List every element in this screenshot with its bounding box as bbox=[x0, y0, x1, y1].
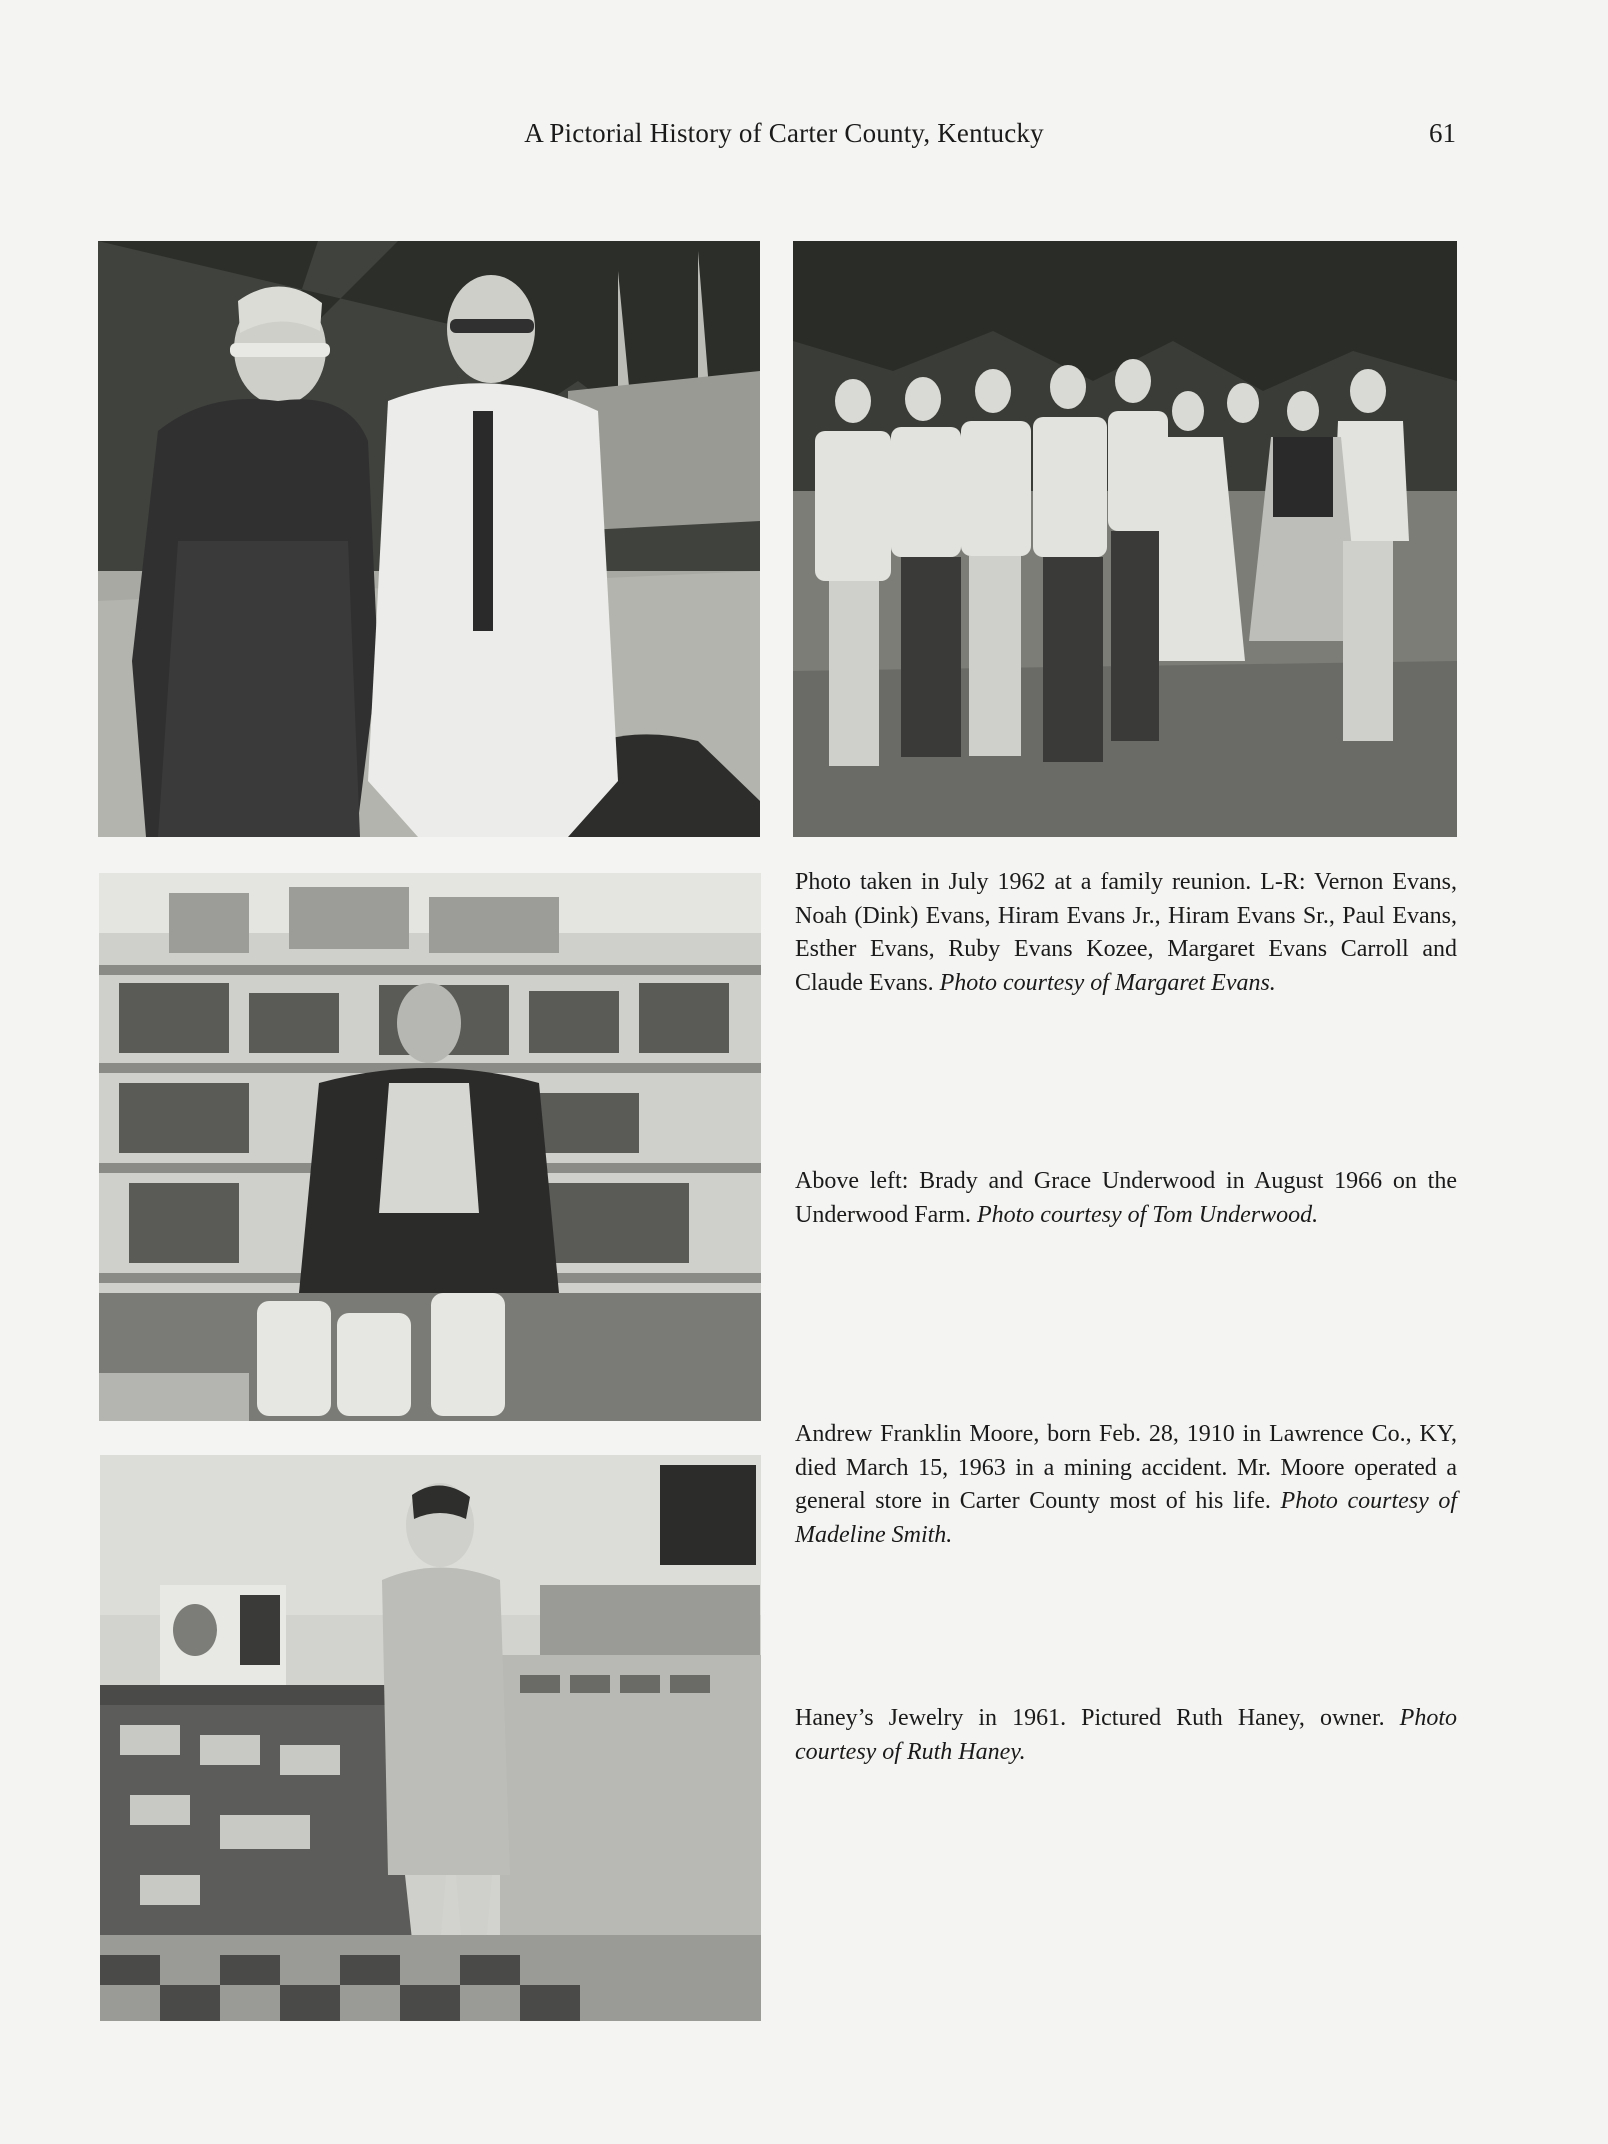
photo-family-reunion bbox=[793, 241, 1457, 837]
running-head bbox=[0, 118, 1608, 158]
photo-credit: Photo courtesy of Ruth Haney. bbox=[795, 1705, 1457, 1765]
caption-underwood bbox=[795, 1165, 1457, 1232]
photo-underwood-couple bbox=[98, 241, 760, 837]
photo-general-store bbox=[99, 873, 761, 1421]
caption-haney bbox=[795, 1702, 1457, 1769]
caption-text: Above left: Brady and Grace Underwood in August 1966 on the Underwood Farm. bbox=[795, 1168, 1457, 1228]
caption-text: Andrew Franklin Moore, born Feb. 28, 1910 in Lawrence Co., KY, died March 15, 1963 in a mining accident. Mr. Moore operated a general store in Carter County most of his life. bbox=[795, 1421, 1457, 1514]
photo-credit: Photo courtesy of Madeline Smith. bbox=[795, 1488, 1458, 1548]
book-title: A Pictorial History of Carter County, Kentucky bbox=[524, 118, 1044, 148]
photo-credit: Photo courtesy of Tom Underwood. bbox=[976, 1201, 1319, 1228]
caption-moore bbox=[795, 1418, 1457, 1552]
caption-text: Photo taken in July 1962 at a family reunion. L-R: Vernon Evans, Noah (Dink) Evans, Hiram Evans Jr., Hiram Evans Sr., Paul Evans, Esther Evans, Ruby Evans Kozee, Margaret Evans Carroll and Claude Evans. bbox=[795, 869, 1457, 996]
page-number: 61 bbox=[1429, 118, 1456, 148]
photo-haneys-jewelry bbox=[100, 1455, 761, 2021]
photo-credit: Photo courtesy of Margaret Evans. bbox=[939, 969, 1276, 996]
caption-text: Haney’s Jewelry in 1961. Pictured Ruth Haney, owner. bbox=[795, 1705, 1385, 1731]
caption-family-reunion bbox=[795, 866, 1457, 1000]
